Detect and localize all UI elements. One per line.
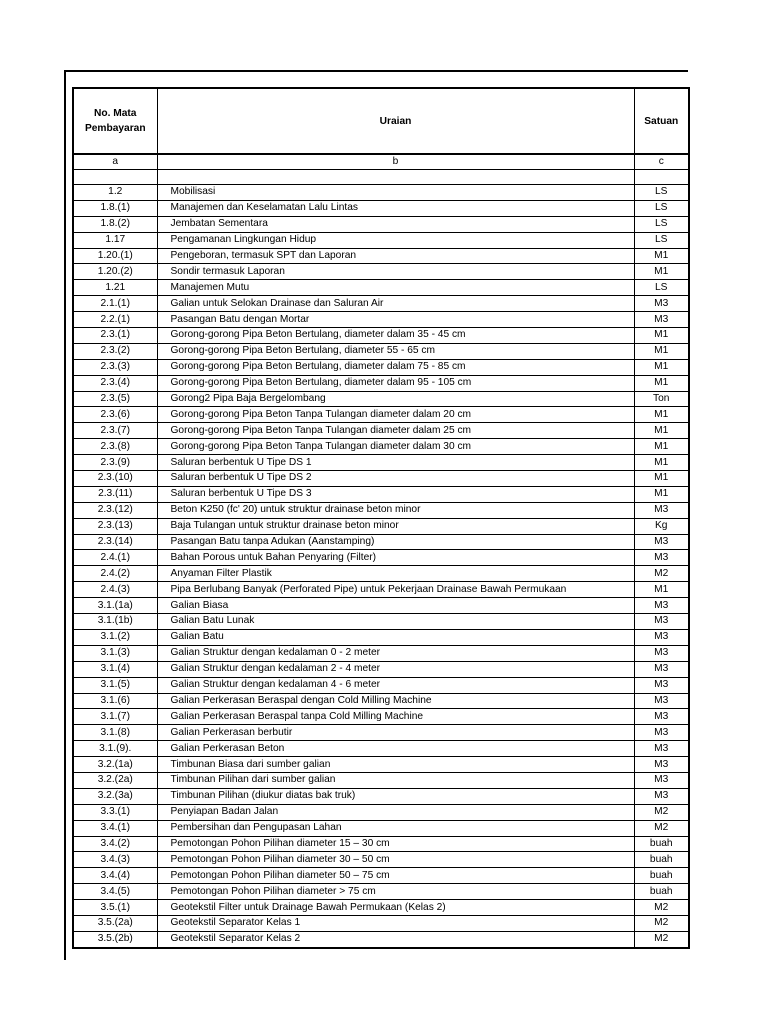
item-description-cell: Timbunan Biasa dari sumber galian — [157, 757, 634, 773]
item-unit-cell: M1 — [634, 423, 689, 439]
column-letter-row — [73, 154, 689, 170]
item-unit-cell: M3 — [634, 757, 689, 773]
item-description-cell: Galian Struktur dengan kedalaman 2 - 4 meter — [157, 661, 634, 677]
item-description-cell: Gorong-gorong Pipa Beton Bertulang, diameter dalam 75 - 85 cm — [157, 359, 634, 375]
page-left-rule — [64, 70, 66, 960]
item-unit-cell: M3 — [634, 645, 689, 661]
item-code-cell: 2.3.(6) — [73, 407, 157, 423]
item-description-cell: Pasangan Batu dengan Mortar — [157, 312, 634, 328]
table-row — [73, 804, 689, 820]
table-row — [73, 598, 689, 614]
item-unit-cell: M3 — [634, 534, 689, 550]
header-uraian: Uraian — [157, 88, 634, 154]
table-row — [73, 550, 689, 566]
item-code-cell: 3.1.(9). — [73, 741, 157, 757]
table-row — [73, 439, 689, 455]
item-unit-cell: M1 — [634, 343, 689, 359]
header-no-mata-pembayaran: No. Mata Pembayaran — [73, 88, 157, 154]
item-unit-cell: M2 — [634, 931, 689, 947]
item-code-cell: 2.3.(9) — [73, 455, 157, 471]
item-unit-cell: M1 — [634, 328, 689, 344]
item-code-cell: 2.3.(4) — [73, 375, 157, 391]
letter-c: c — [634, 154, 689, 170]
item-code-cell: 2.3.(14) — [73, 534, 157, 550]
item-description-cell: Jembatan Sementara — [157, 216, 634, 232]
table-row — [73, 280, 689, 296]
table-row — [73, 614, 689, 630]
table-row — [73, 931, 689, 947]
item-description-cell: Pasangan Batu tanpa Adukan (Aanstamping) — [157, 534, 634, 550]
item-unit-cell: M3 — [634, 661, 689, 677]
item-code-cell: 1.20.(1) — [73, 248, 157, 264]
table-row — [73, 200, 689, 216]
item-unit-cell: M1 — [634, 582, 689, 598]
table-row — [73, 264, 689, 280]
item-code-cell: 3.1.(5) — [73, 677, 157, 693]
item-unit-cell: M1 — [634, 439, 689, 455]
item-unit-cell: M1 — [634, 359, 689, 375]
item-code-cell: 3.1.(1b) — [73, 614, 157, 630]
item-code-cell: 3.3.(1) — [73, 804, 157, 820]
item-description-cell: Galian Perkerasan Beraspal dengan Cold Milling Machine — [157, 693, 634, 709]
item-description-cell: Timbunan Pilihan (diukur diatas bak truk) — [157, 788, 634, 804]
item-unit-cell: LS — [634, 185, 689, 201]
item-code-cell: 2.3.(2) — [73, 343, 157, 359]
item-code-cell: 3.5.(2a) — [73, 915, 157, 931]
item-description-cell: Gorong-gorong Pipa Beton Bertulang, diameter dalam 95 - 105 cm — [157, 375, 634, 391]
item-description-cell: Galian Struktur dengan kedalaman 4 - 6 meter — [157, 677, 634, 693]
item-code-cell: 2.4.(3) — [73, 582, 157, 598]
item-description-cell: Pemotongan Pohon Pilihan diameter 15 – 30 cm — [157, 836, 634, 852]
table-row — [73, 518, 689, 534]
item-unit-cell: LS — [634, 280, 689, 296]
item-code-cell: 2.4.(1) — [73, 550, 157, 566]
item-code-cell: 3.5.(1) — [73, 900, 157, 916]
item-unit-cell: M2 — [634, 915, 689, 931]
item-description-cell: Manajemen dan Keselamatan Lalu Lintas — [157, 200, 634, 216]
item-description-cell: Pengeboran, termasuk SPT dan Laporan — [157, 248, 634, 264]
item-unit-cell: buah — [634, 884, 689, 900]
item-code-cell: 2.3.(7) — [73, 423, 157, 439]
item-description-cell: Gorong-gorong Pipa Beton Tanpa Tulangan diameter dalam 20 cm — [157, 407, 634, 423]
item-description-cell: Gorong-gorong Pipa Beton Tanpa Tulangan diameter dalam 30 cm — [157, 439, 634, 455]
item-description-cell: Beton K250 (fc' 20) untuk struktur drainase beton minor — [157, 502, 634, 518]
item-code-cell: 1.8.(2) — [73, 216, 157, 232]
table-row — [73, 757, 689, 773]
item-code-cell: 3.1.(4) — [73, 661, 157, 677]
item-description-cell: Geotekstil Separator Kelas 2 — [157, 931, 634, 947]
item-unit-cell: LS — [634, 232, 689, 248]
item-code-cell: 3.1.(2) — [73, 629, 157, 645]
item-unit-cell: LS — [634, 200, 689, 216]
item-description-cell: Saluran berbentuk U Tipe DS 1 — [157, 455, 634, 471]
item-description-cell: Penyiapan Badan Jalan — [157, 804, 634, 820]
letter-b: b — [157, 154, 634, 170]
items-table — [72, 87, 690, 949]
item-unit-cell: buah — [634, 868, 689, 884]
item-code-cell: 2.4.(2) — [73, 566, 157, 582]
item-description-cell: Manajemen Mutu — [157, 280, 634, 296]
item-description-cell: Gorong-gorong Pipa Beton Bertulang, diameter 55 - 65 cm — [157, 343, 634, 359]
item-code-cell: 2.3.(3) — [73, 359, 157, 375]
item-description-cell: Baja Tulangan untuk struktur drainase beton minor — [157, 518, 634, 534]
table-row — [73, 486, 689, 502]
item-unit-cell: M1 — [634, 486, 689, 502]
item-description-cell: Geotekstil Separator Kelas 1 — [157, 915, 634, 931]
item-code-cell: 2.3.(10) — [73, 471, 157, 487]
item-description-cell: Saluran berbentuk U Tipe DS 2 — [157, 471, 634, 487]
item-description-cell: Galian Batu — [157, 629, 634, 645]
table-header-row — [73, 88, 689, 154]
header-satuan: Satuan — [634, 88, 689, 154]
item-unit-cell: M2 — [634, 566, 689, 582]
table-row — [73, 582, 689, 598]
table-row — [73, 693, 689, 709]
item-description-cell: Mobilisasi — [157, 185, 634, 201]
table-row — [73, 502, 689, 518]
item-code-cell: 2.3.(11) — [73, 486, 157, 502]
item-code-cell: 3.4.(2) — [73, 836, 157, 852]
spacer-cell — [634, 170, 689, 185]
item-code-cell: 3.1.(8) — [73, 725, 157, 741]
table-row — [73, 455, 689, 471]
table-row — [73, 772, 689, 788]
page-top-rule — [64, 70, 688, 72]
table-row — [73, 900, 689, 916]
item-code-cell: 1.20.(2) — [73, 264, 157, 280]
item-code-cell: 2.2.(1) — [73, 312, 157, 328]
item-description-cell: Pemotongan Pohon Pilihan diameter 50 – 75 cm — [157, 868, 634, 884]
item-unit-cell: M3 — [634, 614, 689, 630]
item-code-cell: 3.1.(3) — [73, 645, 157, 661]
table-row — [73, 645, 689, 661]
table-row — [73, 709, 689, 725]
letter-a: a — [73, 154, 157, 170]
item-code-cell: 2.1.(1) — [73, 296, 157, 312]
item-code-cell: 2.3.(13) — [73, 518, 157, 534]
item-code-cell: 2.3.(5) — [73, 391, 157, 407]
item-description-cell: Galian Perkerasan Beton — [157, 741, 634, 757]
item-description-cell: Timbunan Pilihan dari sumber galian — [157, 772, 634, 788]
item-code-cell: 1.2 — [73, 185, 157, 201]
item-code-cell: 3.1.(6) — [73, 693, 157, 709]
table-row — [73, 661, 689, 677]
table-row — [73, 423, 689, 439]
table-row — [73, 216, 689, 232]
item-code-cell: 3.4.(1) — [73, 820, 157, 836]
item-unit-cell: M1 — [634, 455, 689, 471]
item-unit-cell: Kg — [634, 518, 689, 534]
item-description-cell: Geotekstil Filter untuk Drainage Bawah Permukaan (Kelas 2) — [157, 900, 634, 916]
table-row — [73, 534, 689, 550]
item-unit-cell: M3 — [634, 725, 689, 741]
table-row — [73, 185, 689, 201]
item-description-cell: Pipa Berlubang Banyak (Perforated Pipe) untuk Pekerjaan Drainase Bawah Permukaan — [157, 582, 634, 598]
item-unit-cell: M3 — [634, 788, 689, 804]
table-row — [73, 884, 689, 900]
table-row — [73, 343, 689, 359]
item-unit-cell: M1 — [634, 375, 689, 391]
item-unit-cell: M3 — [634, 693, 689, 709]
table-row — [73, 407, 689, 423]
item-description-cell: Galian untuk Selokan Drainase dan Saluran Air — [157, 296, 634, 312]
item-code-cell: 3.4.(4) — [73, 868, 157, 884]
item-unit-cell: M2 — [634, 820, 689, 836]
item-description-cell: Galian Struktur dengan kedalaman 0 - 2 meter — [157, 645, 634, 661]
table-row — [73, 629, 689, 645]
item-unit-cell: M3 — [634, 741, 689, 757]
item-code-cell: 3.2.(2a) — [73, 772, 157, 788]
table-row — [73, 915, 689, 931]
spacer-row — [73, 170, 689, 185]
item-code-cell: 3.4.(3) — [73, 852, 157, 868]
table-row — [73, 375, 689, 391]
table-row — [73, 852, 689, 868]
table-row — [73, 296, 689, 312]
table-row — [73, 391, 689, 407]
spacer-cell — [157, 170, 634, 185]
item-description-cell: Gorong-gorong Pipa Beton Bertulang, diameter dalam 35 - 45 cm — [157, 328, 634, 344]
item-code-cell: 3.2.(1a) — [73, 757, 157, 773]
item-description-cell: Sondir termasuk Laporan — [157, 264, 634, 280]
spacer-cell — [73, 170, 157, 185]
item-code-cell: 2.3.(8) — [73, 439, 157, 455]
item-code-cell: 1.21 — [73, 280, 157, 296]
item-code-cell: 1.8.(1) — [73, 200, 157, 216]
table-row — [73, 868, 689, 884]
item-unit-cell: Ton — [634, 391, 689, 407]
item-unit-cell: M2 — [634, 804, 689, 820]
item-unit-cell: M3 — [634, 772, 689, 788]
item-description-cell: Galian Perkerasan Beraspal tanpa Cold Milling Machine — [157, 709, 634, 725]
table-body — [73, 185, 689, 948]
item-unit-cell: M3 — [634, 312, 689, 328]
table-row — [73, 359, 689, 375]
item-description-cell: Pemotongan Pohon Pilihan diameter 30 – 50 cm — [157, 852, 634, 868]
table-row — [73, 312, 689, 328]
item-code-cell: 2.3.(12) — [73, 502, 157, 518]
item-code-cell: 2.3.(1) — [73, 328, 157, 344]
item-unit-cell: LS — [634, 216, 689, 232]
table-row — [73, 328, 689, 344]
table-row — [73, 725, 689, 741]
item-unit-cell: buah — [634, 852, 689, 868]
table-row — [73, 248, 689, 264]
table-row — [73, 788, 689, 804]
item-code-cell: 3.4.(5) — [73, 884, 157, 900]
item-code-cell: 3.2.(3a) — [73, 788, 157, 804]
item-code-cell: 3.5.(2b) — [73, 931, 157, 947]
item-description-cell: Galian Perkerasan berbutir — [157, 725, 634, 741]
item-unit-cell: M3 — [634, 598, 689, 614]
item-description-cell: Saluran berbentuk U Tipe DS 3 — [157, 486, 634, 502]
item-unit-cell: M1 — [634, 471, 689, 487]
item-unit-cell: M1 — [634, 248, 689, 264]
item-description-cell: Gorong2 Pipa Baja Bergelombang — [157, 391, 634, 407]
table-row — [73, 566, 689, 582]
table-row — [73, 232, 689, 248]
item-unit-cell: M3 — [634, 550, 689, 566]
item-code-cell: 3.1.(1a) — [73, 598, 157, 614]
item-unit-cell: M3 — [634, 677, 689, 693]
item-description-cell: Galian Biasa — [157, 598, 634, 614]
item-code-cell: 1.17 — [73, 232, 157, 248]
item-unit-cell: M3 — [634, 629, 689, 645]
item-description-cell: Pengamanan Lingkungan Hidup — [157, 232, 634, 248]
table-row — [73, 471, 689, 487]
item-description-cell: Bahan Porous untuk Bahan Penyaring (Filter) — [157, 550, 634, 566]
item-code-cell: 3.1.(7) — [73, 709, 157, 725]
item-unit-cell: buah — [634, 836, 689, 852]
item-unit-cell: M3 — [634, 709, 689, 725]
item-description-cell: Pembersihan dan Pengupasan Lahan — [157, 820, 634, 836]
item-unit-cell: M2 — [634, 900, 689, 916]
item-unit-cell: M3 — [634, 502, 689, 518]
table-row — [73, 677, 689, 693]
item-unit-cell: M1 — [634, 407, 689, 423]
item-description-cell: Pemotongan Pohon Pilihan diameter > 75 cm — [157, 884, 634, 900]
table-row — [73, 836, 689, 852]
item-unit-cell: M3 — [634, 296, 689, 312]
item-unit-cell: M1 — [634, 264, 689, 280]
table-row — [73, 820, 689, 836]
table-row — [73, 741, 689, 757]
item-description-cell: Anyaman Filter Plastik — [157, 566, 634, 582]
item-description-cell: Gorong-gorong Pipa Beton Tanpa Tulangan diameter dalam 25 cm — [157, 423, 634, 439]
item-description-cell: Galian Batu Lunak — [157, 614, 634, 630]
